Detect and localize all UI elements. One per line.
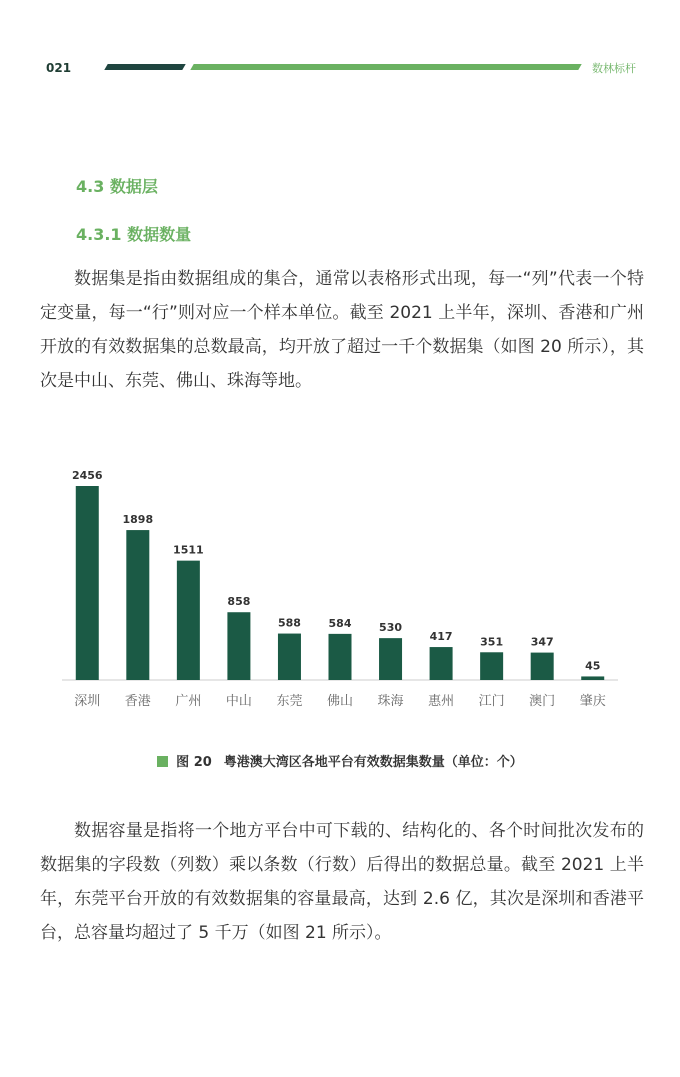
caption-square-icon [157, 756, 168, 767]
section-title: 4.3 数据层 [76, 177, 158, 196]
category-label: 香港 [124, 694, 151, 709]
bar [430, 647, 453, 680]
bar [76, 486, 99, 680]
category-label: 珠海 [377, 694, 404, 709]
bar-chart [40, 450, 640, 730]
brand-name: 数林标杆 [592, 62, 636, 75]
data-label: 1898 [122, 513, 154, 527]
category-label: 江门 [478, 694, 505, 709]
data-label: 584 [328, 616, 352, 630]
header-bar-dark [104, 64, 185, 70]
category-label: 东莞 [276, 694, 303, 709]
bar [379, 638, 402, 680]
figure-caption [0, 751, 680, 770]
data-label: 45 [585, 659, 601, 673]
paragraph-1: 数据集是指由数据组成的集合，通常以表格形式出现，每一“列”代表一个特定变量，每一“行”则对应一个样本单位。截至 2021 上半年，深圳、香港和广州开放的有效数据集的总数最高，均开放了超过一千个数据集（如图 20 所示），其次是中山、东莞、佛山、珠海等地。 [40, 269, 644, 391]
category-label: 中山 [225, 694, 252, 709]
data-label: 2456 [71, 469, 103, 482]
category-label: 深圳 [74, 694, 101, 709]
page-number: 021 [46, 61, 72, 75]
data-label: 417 [429, 630, 453, 644]
bar [278, 634, 301, 680]
figure-title: 粤港澳大湾区各地平台有效数据集数量（单位：个） [223, 755, 523, 770]
bar [581, 676, 604, 680]
figure-number: 图 20 [176, 755, 212, 770]
bar [329, 634, 352, 680]
data-label: 347 [530, 635, 554, 649]
data-label: 588 [277, 616, 301, 630]
bar [531, 653, 554, 680]
bar [480, 652, 503, 680]
data-label: 1511 [173, 543, 204, 557]
data-label: 530 [379, 621, 403, 635]
bar-chart-svg [40, 450, 640, 730]
category-label: 惠州 [428, 694, 455, 709]
data-label: 858 [227, 595, 251, 609]
data-label: 351 [480, 635, 504, 649]
paragraph-2: 数据容量是指将一个地方平台中可下载的、结构化的、各个时间批次发布的数据集的字段数（列数）乘以条数（行数）后得出的数据总量。截至 2021 上半年，东莞平台开放的有效数据集的容量最高，达到 2.6 亿，其次是深圳和香港平台，总容量均超过了 5 千万（如图 21 所示）。 [40, 821, 644, 943]
bar [126, 530, 149, 680]
category-label: 广州 [175, 694, 202, 709]
subsection-title: 4.3.1 数据数量 [76, 225, 192, 244]
bar [227, 612, 250, 680]
category-label: 佛山 [326, 694, 354, 709]
category-label: 肇庆 [579, 694, 606, 709]
category-label: 澳门 [529, 694, 556, 709]
header-bar-green [190, 64, 581, 70]
bar [177, 561, 200, 680]
